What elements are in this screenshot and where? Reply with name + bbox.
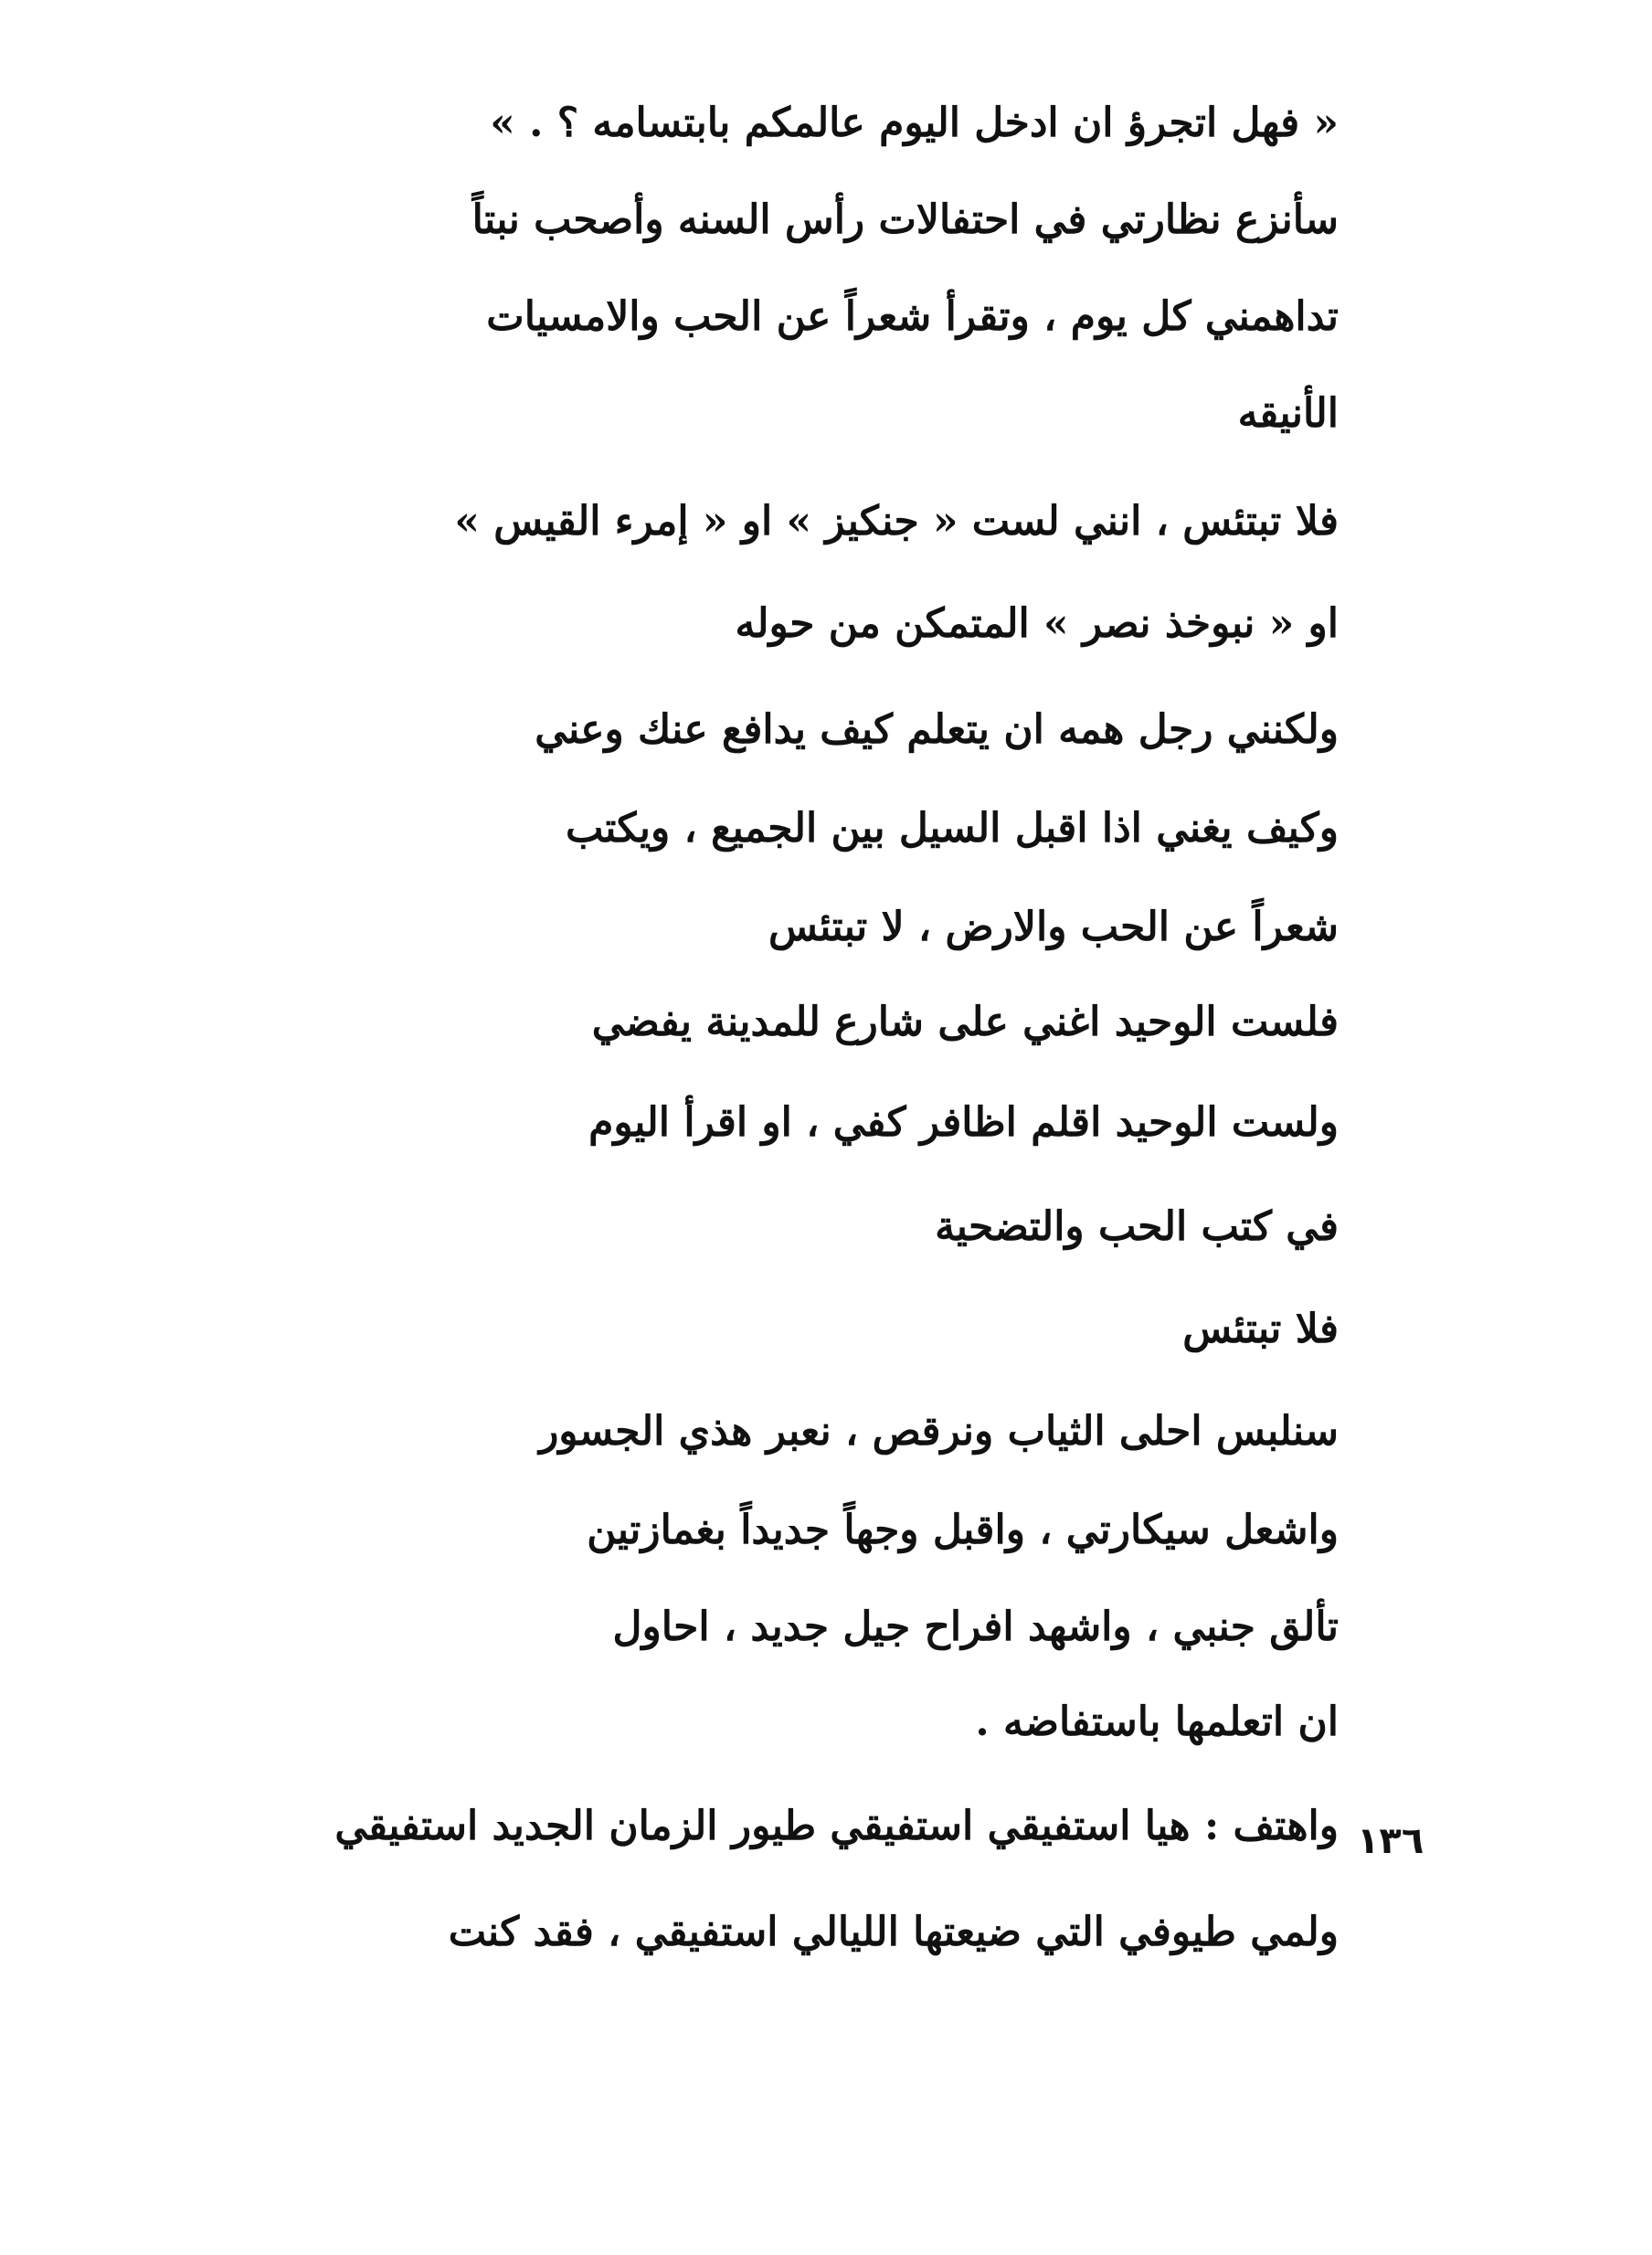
text-line-2: سأنزع نظارتي في احتفالات رأس السنه وأصحب نبتاً: [471, 196, 1339, 243]
text-line-8: وكيف يغني اذا اقبل السيل بين الجميع ، ويكتب: [565, 805, 1339, 852]
text-line-16: تألق جنبي ، واشهد افراح جيل جديد ، احاول: [612, 1604, 1339, 1650]
text-line-10: فلست الوحيد اغني على شارع للمدينة يفضي: [591, 999, 1339, 1045]
text-line-4: الأنيقه: [1237, 390, 1339, 437]
text-line-15: واشعل سيكارتي ، واقبل وجهاً جديداً بغمازتين: [587, 1507, 1339, 1553]
text-line-3: تداهمني كل يوم ، وتقرأ شعراً عن الحب والامسيات: [486, 293, 1339, 340]
text-line-14: سنلبس احلى الثياب ونرقص ، نعبر هذي الجسور: [539, 1408, 1339, 1455]
text-line-5: فلا تبتئس ، انني لست « جنكيز » او « إمرء القيس »: [454, 498, 1339, 545]
text-line-9: شعراً عن الحب والارض ، لا تبتئس: [768, 904, 1339, 950]
text-line-6: او « نبوخذ نصر » المتمكن من حوله: [735, 600, 1339, 647]
text-line-11: ولست الوحيد اقلم اظافر كفي ، او اقرأ اليوم: [588, 1099, 1339, 1146]
text-line-12: في كتب الحب والتضحية: [935, 1203, 1339, 1250]
text-line-19: ولمي طيوفي التي ضيعتها الليالي استفيقي ، فقد كنت: [448, 1909, 1339, 1955]
text-line-17: ان اتعلمها باستفاضه .: [975, 1699, 1339, 1745]
text-line-1: « فهل اتجرؤ ان ادخل اليوم عالمكم بابتسامه ؟ . »: [490, 100, 1339, 146]
text-line-18: واهتف : هيا استفيقي استفيقي طيور الزمان الجديد استفيقي: [334, 1803, 1339, 1849]
text-line-13: فلا تبتئس: [1182, 1306, 1339, 1352]
page-number: ١٣٦: [1357, 1820, 1424, 1862]
text-line-7: ولكنني رجل همه ان يتعلم كيف يدافع عنك وعني: [535, 706, 1339, 753]
